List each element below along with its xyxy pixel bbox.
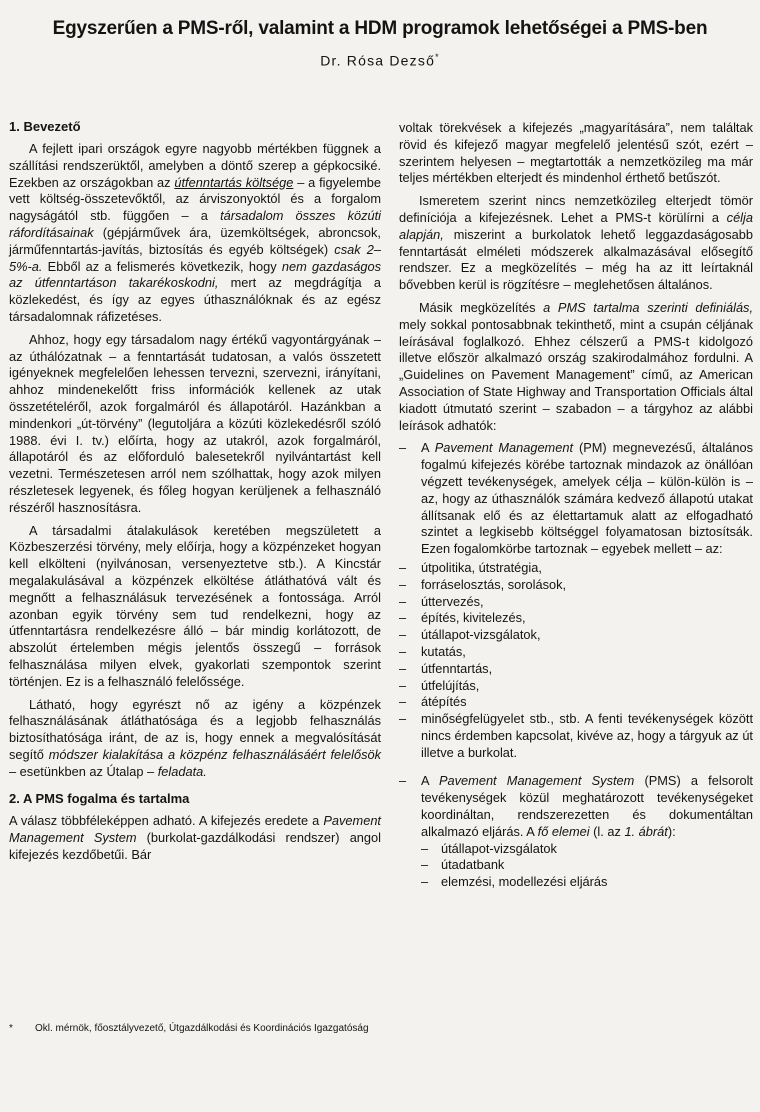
activity-item: – úttervezés, <box>399 594 753 611</box>
text-run-continues: (burkolat-gazdálkodási rendszer) angol kifejezés kezdőbetűi. Bár <box>9 830 381 863</box>
main-element-item: – útadatbank <box>421 857 753 874</box>
emphasis-content-definition: a PMS tartalma szerinti definiálás, <box>543 299 754 315</box>
text-run: A <box>421 440 435 456</box>
activity-item: – útpolitika, útstratégia, <box>399 560 753 577</box>
activity-item: – átépítés <box>399 694 753 711</box>
section-heading-2: 2. A PMS fogalma és tartalma <box>9 791 190 807</box>
text-run: A <box>421 773 439 789</box>
text-run: ): <box>667 823 676 839</box>
paragraph-intro-2: Ahhoz, hogy egy társadalom nagy értékű vagyontárgyának – az úthálózatnak – a fenntartását tudatosan, a valós összetett igényeknek megfelelően lehessen tervezni, szervezni, irányítani, ahhoz mindenekelőtt friss információk kellenek az utak összetételéről, azok forgalmáról és állapotáról. Hazánkban a mindenkori „út-törvény” (legutoljára a közúti közlekedésről szóló 1988. évi I. tv.) előírta, hogy az utakról, azok forgalmáról, állapotáról és az előforduló balesetekről nyilvántartást kell vezetni. Természetesen arról nem szólhattak, hogy azok milyen részletesek legyenek, és főleg hogyan kerüljenek a felhasználó részéről hasznosításra. <box>9 331 381 515</box>
text-run: A válasz többféleképpen adható. A kifejezés eredete a <box>9 813 324 829</box>
activity-item: – minőségfelügyelet stb., stb. A fenti tevékenységek között nincs érdemben kapcsolat, kivéve az, hogy a tárgyuk az út illetve a burkolat. <box>399 711 753 761</box>
activity-item: – útfelújítás, <box>399 678 753 695</box>
text-run: – a figyelembe vett költség-összetevőktől, az árviszonyoktól és a forgalom nagyságától stb. függően – a <box>9 174 381 224</box>
activity-list <box>399 560 753 762</box>
activity-item: – útállapot-vizsgálatok, <box>399 627 753 644</box>
activity-item: – forráselosztás, sorolások, <box>399 577 753 594</box>
definition-pms <box>399 773 753 891</box>
text-run: Látható, hogy egyrészt nő az igény a közpénzek felhasználásának átláthatósága és a legjobb felhasználás biztosíthatósága iránt, de az is, hogy ennek a megvalósítását segítő <box>9 696 381 762</box>
author-line <box>0 52 760 69</box>
definition-pm <box>399 440 753 558</box>
paragraph-intro-4 <box>9 697 381 781</box>
paragraph-intro-1 <box>9 141 381 326</box>
emphasis-not-economical: nem gazdaságos az útfenntartáson takarékoskodni, <box>9 258 381 291</box>
section-heading-1: 1. Bevezető <box>9 119 81 134</box>
author-footnote-mark: * <box>435 52 440 62</box>
paragraph-definition-content <box>399 300 753 434</box>
text-run: – esetünkben az Útalap – <box>9 763 158 779</box>
text-run: Ismeretem szerint nincs nemzetközileg elterjedt tömör definíciója a kifejezésnek. Lehet a PMS-t körülírni a <box>399 193 753 225</box>
emphasis-total-expenses: társadalom összes közúti ráfordításainak <box>9 208 381 240</box>
left-column <box>9 118 381 870</box>
text-run: mert az megdrágítja a közlekedést, és így az egyes úthasználóknak és az egész társadalomnak ráfizetéses. <box>9 275 381 324</box>
emphasis-purpose: célja alapján, <box>399 209 753 242</box>
text-run: Másik megközelítés <box>419 299 544 315</box>
activity-item: – útfenntartás, <box>399 661 753 678</box>
emphasis-main-elements: fő elemei <box>537 823 590 839</box>
activity-item: – építés, kivitelezés, <box>399 610 753 627</box>
emphasis-figure-ref: 1. ábrát <box>624 823 668 839</box>
text-run: A fejlett ipari országok egyre nagyobb mértékben függnek a szállítási rendszerüktől, amelyben a döntő szerep a gépkocsiké. Ezekben az országokban az <box>9 141 381 190</box>
emphasis-pms: Pavement Management System <box>439 773 635 789</box>
paragraph-pms-origin <box>9 813 381 863</box>
emphasis-task: feladata. <box>157 763 207 779</box>
emphasis-percent: csak 2–5%-a. <box>9 241 382 274</box>
author-name: Dr. Rósa Dezső <box>320 52 436 69</box>
text-run: (PM) megnevezésű, általános fogalmú kifejezés körébe tartoznak mindazok az önállóan végzett tevékenységek, amelyek célja – külön-külön is – az, hogy az úthasználók számára kedvező állapotú utakat állítsanak elő és az élettartamuk alatt az elfogadható szintet a legkisebb költséggel folyamatosan biztosítsák. Ezen fogalomkörbe tartoznak – egyebek mellett – az: <box>421 440 753 557</box>
footnote <box>9 1022 749 1035</box>
definition-list-2 <box>399 773 753 891</box>
text-run: mely sokkal pontosabbnak tekinthető, mint a csupán céljának leírásával foglalkozó. Ehhez célszerű a PMS-t kidolgozó illetve először alkalmazó ország szakirodalmához fordulni. A „Guidelines on Pavement Management” című, az American Association of State Highway and Transportation Officials által kiadott útmutató szerint – szabadon – a tárgyhoz az alábbi leírások adhatók: <box>399 316 753 433</box>
paragraph-definition-purpose <box>399 193 753 294</box>
text-run: (l. az <box>589 823 625 839</box>
footnote-mark: * <box>9 1023 13 1034</box>
footnote-text: Okl. mérnök, főosztályvezető, Útgazdálkodási és Koordinációs Igazgatóság <box>35 1023 369 1034</box>
text-run: (PMS) a felsorolt tevékenységek közül meghatározott tevékenységeket koordináltan, rendszerezetten és dokumentáltan alkalmazó eljárás. A <box>421 773 753 839</box>
text-run: (gépjárművek ára, üzemköltségek, abroncsok, járműfenntartás-javítás, biztosítás és egyéb költségek) <box>9 224 381 257</box>
article-title: Egyszerűen a PMS-ről, valamint a HDM programok lehetőségei a PMS-ben <box>52 18 708 39</box>
emphasis-method: módszer kialakítása a közpénz felhasználásáért felelősök <box>48 746 381 762</box>
main-elements-list <box>421 841 753 891</box>
paragraph-pms-origin-continued: voltak törekvések a kifejezés „magyarítására”, nem találtak rövid és kifejező magyar megfelelő jelentésű szót, ezért – szerintem helyesen – megtartották a nemzetközileg ma már teljes mértékben elterjedt és mindenhol érthető betűszót. <box>399 120 753 186</box>
emphasis-pms-full: Pavement Management System <box>9 813 381 846</box>
activity-item: – kutatás, <box>399 644 753 661</box>
main-element-item: – útállapot-vizsgálatok <box>421 841 753 858</box>
text-run: Ebből az a felismerés következik, hogy <box>42 258 282 274</box>
main-element-item: – elemzési, modellezési eljárás <box>421 874 753 891</box>
emphasis-pm: Pavement Management <box>434 440 574 456</box>
text-run: miszerint a burkolatok lehető leggazdaságosabb fenntartását elméleti módszerek alkalmazásával elősegítő rendszer. Ez a megközelítés – még ha az itt leírtaknál bővebben kerül is rögzítésre – meglehetősen általános. <box>399 226 753 293</box>
paragraph-intro-3: A társadalmi átalakulások keretében megszületett a Közbeszerzési törvény, mely előírja, hogy a közpénzeket hogyan kell elkölteni (nyilvánosan, versenyeztetve stb.). A Kincstár megalakulásával a közpénzek elköltése átláthatóvá vált és megnőtt a felhasználásuk tervezésének a fontossága. Arról azonban egyik törvény sem tud rendelkezni, hogy az útfenntartásra rendelkezésre álló – bár mindig korlátozott, de abszolút értelemben mégis jelentős összegű – források felhasználása milyen elvek, gyakorlati szempontok szerint történjen. Ez is a felhasználó felelőssége. <box>9 522 381 689</box>
emphasis-maintenance-cost: útfenntartás költsége <box>174 174 294 190</box>
right-column <box>399 120 753 897</box>
definition-list <box>399 440 753 558</box>
